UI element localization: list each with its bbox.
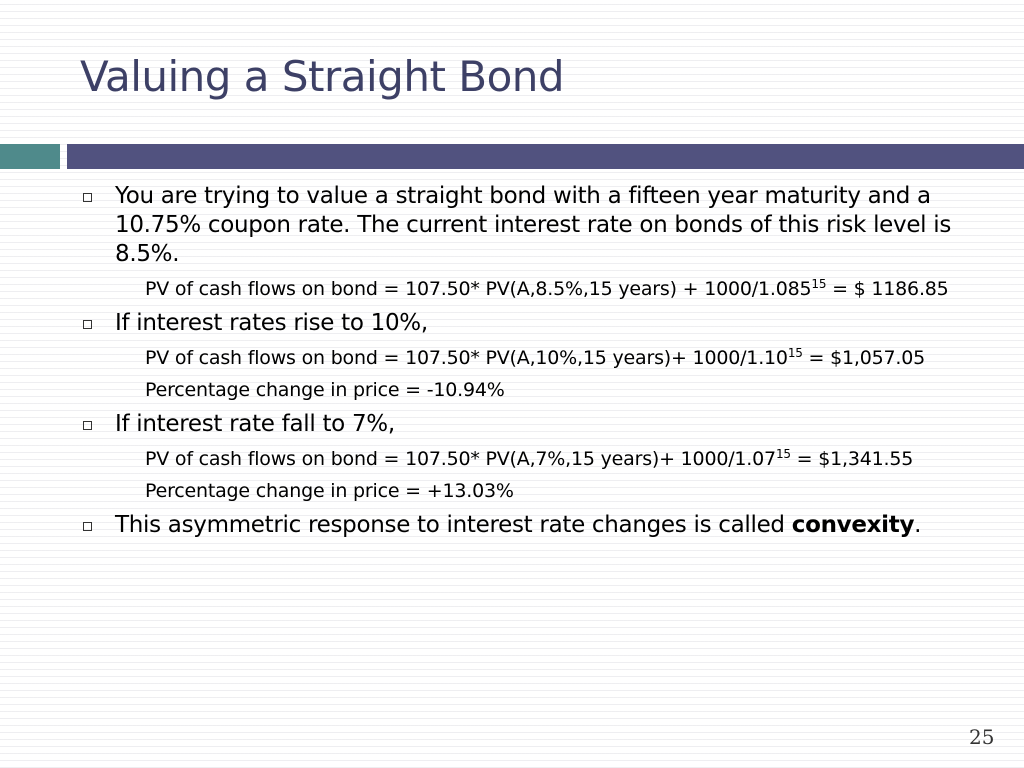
exponent: 15 <box>787 346 803 360</box>
slide-content <box>80 182 960 548</box>
sub-text-result: = $1,057.05 <box>802 347 925 369</box>
sub-text-result: = $1,341.55 <box>790 448 914 470</box>
sub-text: PV of cash flows on bond = 107.50* PV(A,7%,15 years)+ 1000/1.07 <box>145 448 776 470</box>
accent-bar-left <box>0 144 60 169</box>
bullet-bold-term: convexity <box>791 512 915 538</box>
sub-bullet-item <box>110 346 960 370</box>
bullet-item <box>80 410 960 439</box>
bullet-item <box>80 309 960 338</box>
bullet-text: If interest rate fall to 7%, <box>115 411 395 437</box>
sub-text: PV of cash flows on bond = 107.50* PV(A,10%,15 years)+ 1000/1.10 <box>145 347 788 369</box>
bullet-text: If interest rates rise to 10%, <box>115 310 428 336</box>
sub-bullet-item <box>110 479 960 503</box>
bullet-text: This asymmetric response to interest rate changes is called <box>115 512 792 538</box>
sub-bullet-item <box>110 277 960 301</box>
square-bullet-icon <box>83 421 92 430</box>
square-bullet-icon <box>83 193 92 202</box>
sub-text: Percentage change in price = -10.94% <box>145 379 505 401</box>
accent-bar-right <box>67 144 1024 169</box>
bullet-item <box>80 182 960 269</box>
sub-bullet-item <box>110 447 960 471</box>
bullet-text-end: . <box>914 512 922 538</box>
square-bullet-icon <box>83 522 92 531</box>
sub-text: Percentage change in price = +13.03% <box>145 480 514 502</box>
sub-text-result: = $ 1186.85 <box>826 278 949 300</box>
bullet-text: You are trying to value a straight bond with a fifteen year maturity and a 10.75% coupon rate. The current interest rate on bonds of this risk level is 8.5%. <box>115 183 952 267</box>
exponent: 15 <box>775 447 791 461</box>
page-number: 25 <box>969 725 995 749</box>
sub-text: PV of cash flows on bond = 107.50* PV(A,8.5%,15 years) + 1000/1.085 <box>145 278 812 300</box>
exponent: 15 <box>811 277 827 291</box>
square-bullet-icon <box>83 320 92 329</box>
bullet-item <box>80 511 960 540</box>
sub-bullet-item <box>110 378 960 402</box>
slide-title: Valuing a Straight Bond <box>80 52 565 101</box>
